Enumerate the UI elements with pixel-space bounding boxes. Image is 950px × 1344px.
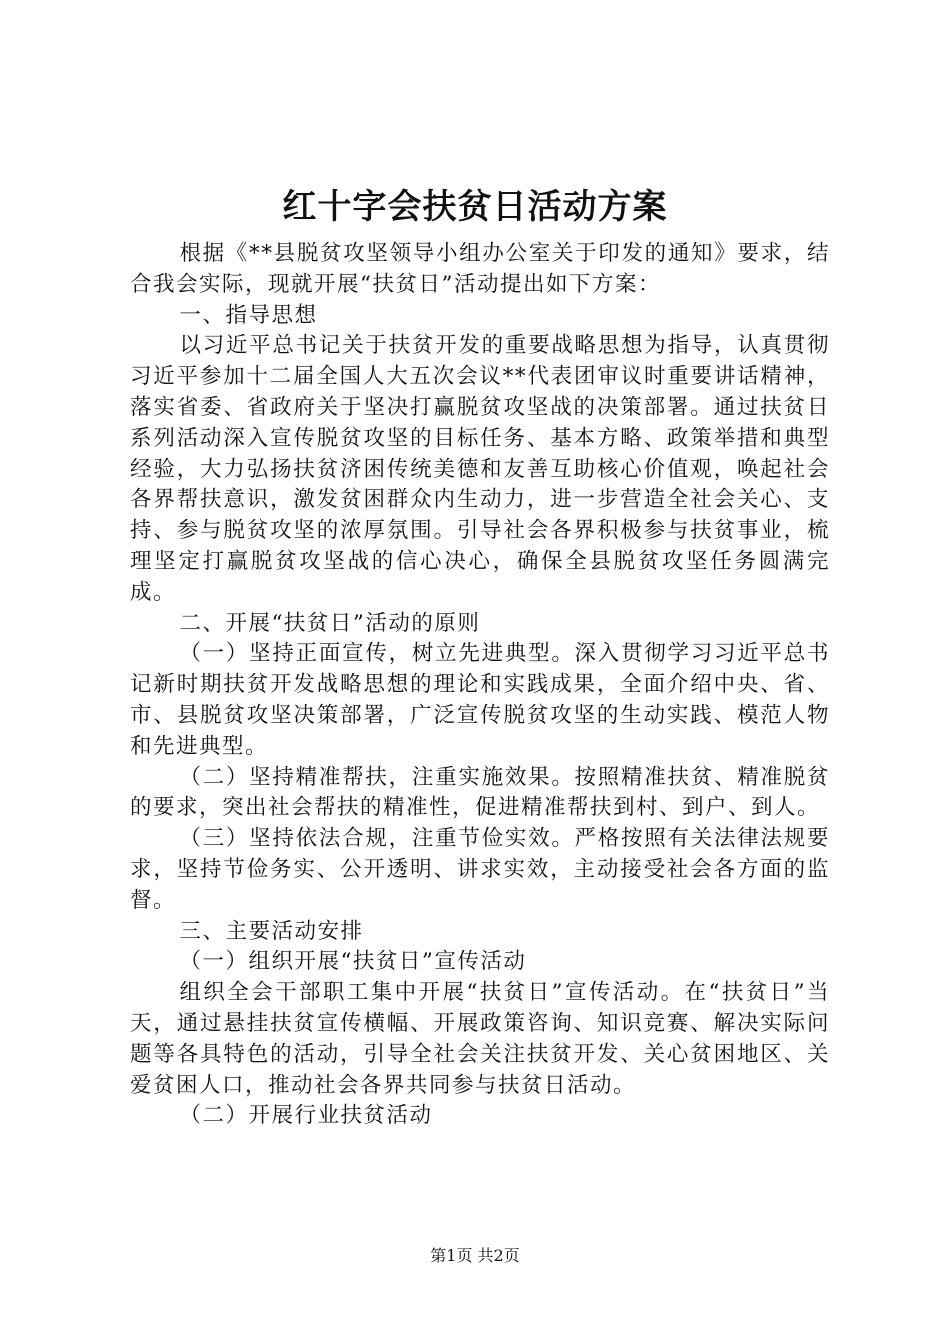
section-heading-principles: 二、开展“扶贫日”活动的原则 — [179, 610, 481, 636]
intro-paragraph: 根据《**县脱贫攻坚领导小组办公室关于印发的通知》要求，结合我会实际，现就开展“扶贫日”活动提出如下方案： — [130, 241, 830, 297]
activity-one-heading: （一）组织开展“扶贫日”宣传活动 — [179, 949, 527, 975]
principle-three-paragraph: （三）坚持依法合规，注重节俭实效。严格按照有关法律法规要求，坚持节俭务实、公开透明、讲求实效，主动接受社会各方面的监督。 — [130, 826, 830, 913]
section-heading-guiding-thought: 一、指导思想 — [179, 302, 318, 328]
document-title: 红十字会扶贫日活动方案 — [282, 187, 668, 227]
guiding-thought-paragraph: 以习近平总书记关于扶贫开发的重要战略思想为指导，认真贯彻习近平参加十二届全国人大五次会议**代表团审议时重要讲话精神，落实省委、省政府关于坚决打赢脱贫攻坚战的决策部署。通过扶贫日系列活动深入宣传脱贫攻坚的目标任务、基本方略、政策举措和典型经验，大力弘扬扶贫济困传统美德和友善互助核心价值观，唤起社会各界帮扶意识，激发贫困群众内生动力，进一步营造全社会关心、支持、参与脱贫攻坚的浓厚氛围。引导社会各界积极参与扶贫事业，梳理坚定打赢脱贫攻坚战的信心决心，确保全县脱贫攻坚任务圆满完成。 — [130, 333, 830, 605]
page-footer: 第1页 共2页 — [430, 1246, 520, 1265]
principle-two-paragraph: （二）坚持精准帮扶，注重实施效果。按照精准扶贫、精准脱贫的要求，突出社会帮扶的精准性，促进精准帮扶到村、到户、到人。 — [130, 764, 830, 821]
activity-one-paragraph: 组织全会干部职工集中开展“扶贫日”宣传活动。在“扶贫日”当天，通过悬挂扶贫宣传横幅、开展政策咨询、知识竞赛、解决实际问题等各具特色的活动，引导全社会关注扶贫开发、关心贫困地区、关爱贫困人口，推动社会各界共同参与扶贫日活动。 — [130, 980, 830, 1098]
section-heading-activities: 三、主要活动安排 — [179, 918, 364, 944]
document-body — [130, 239, 830, 1132]
activity-two-heading: （二）开展行业扶贫活动 — [179, 1103, 433, 1129]
principle-one-paragraph: （一）坚持正面宣传，树立先进典型。深入贯彻学习习近平总书记新时期扶贫开发战略思想的理论和实践成果，全面介绍中央、省、市、县脱贫攻坚决策部署，广泛宣传脱贫攻坚的生动实践、模范人物和先进典型。 — [130, 641, 830, 759]
